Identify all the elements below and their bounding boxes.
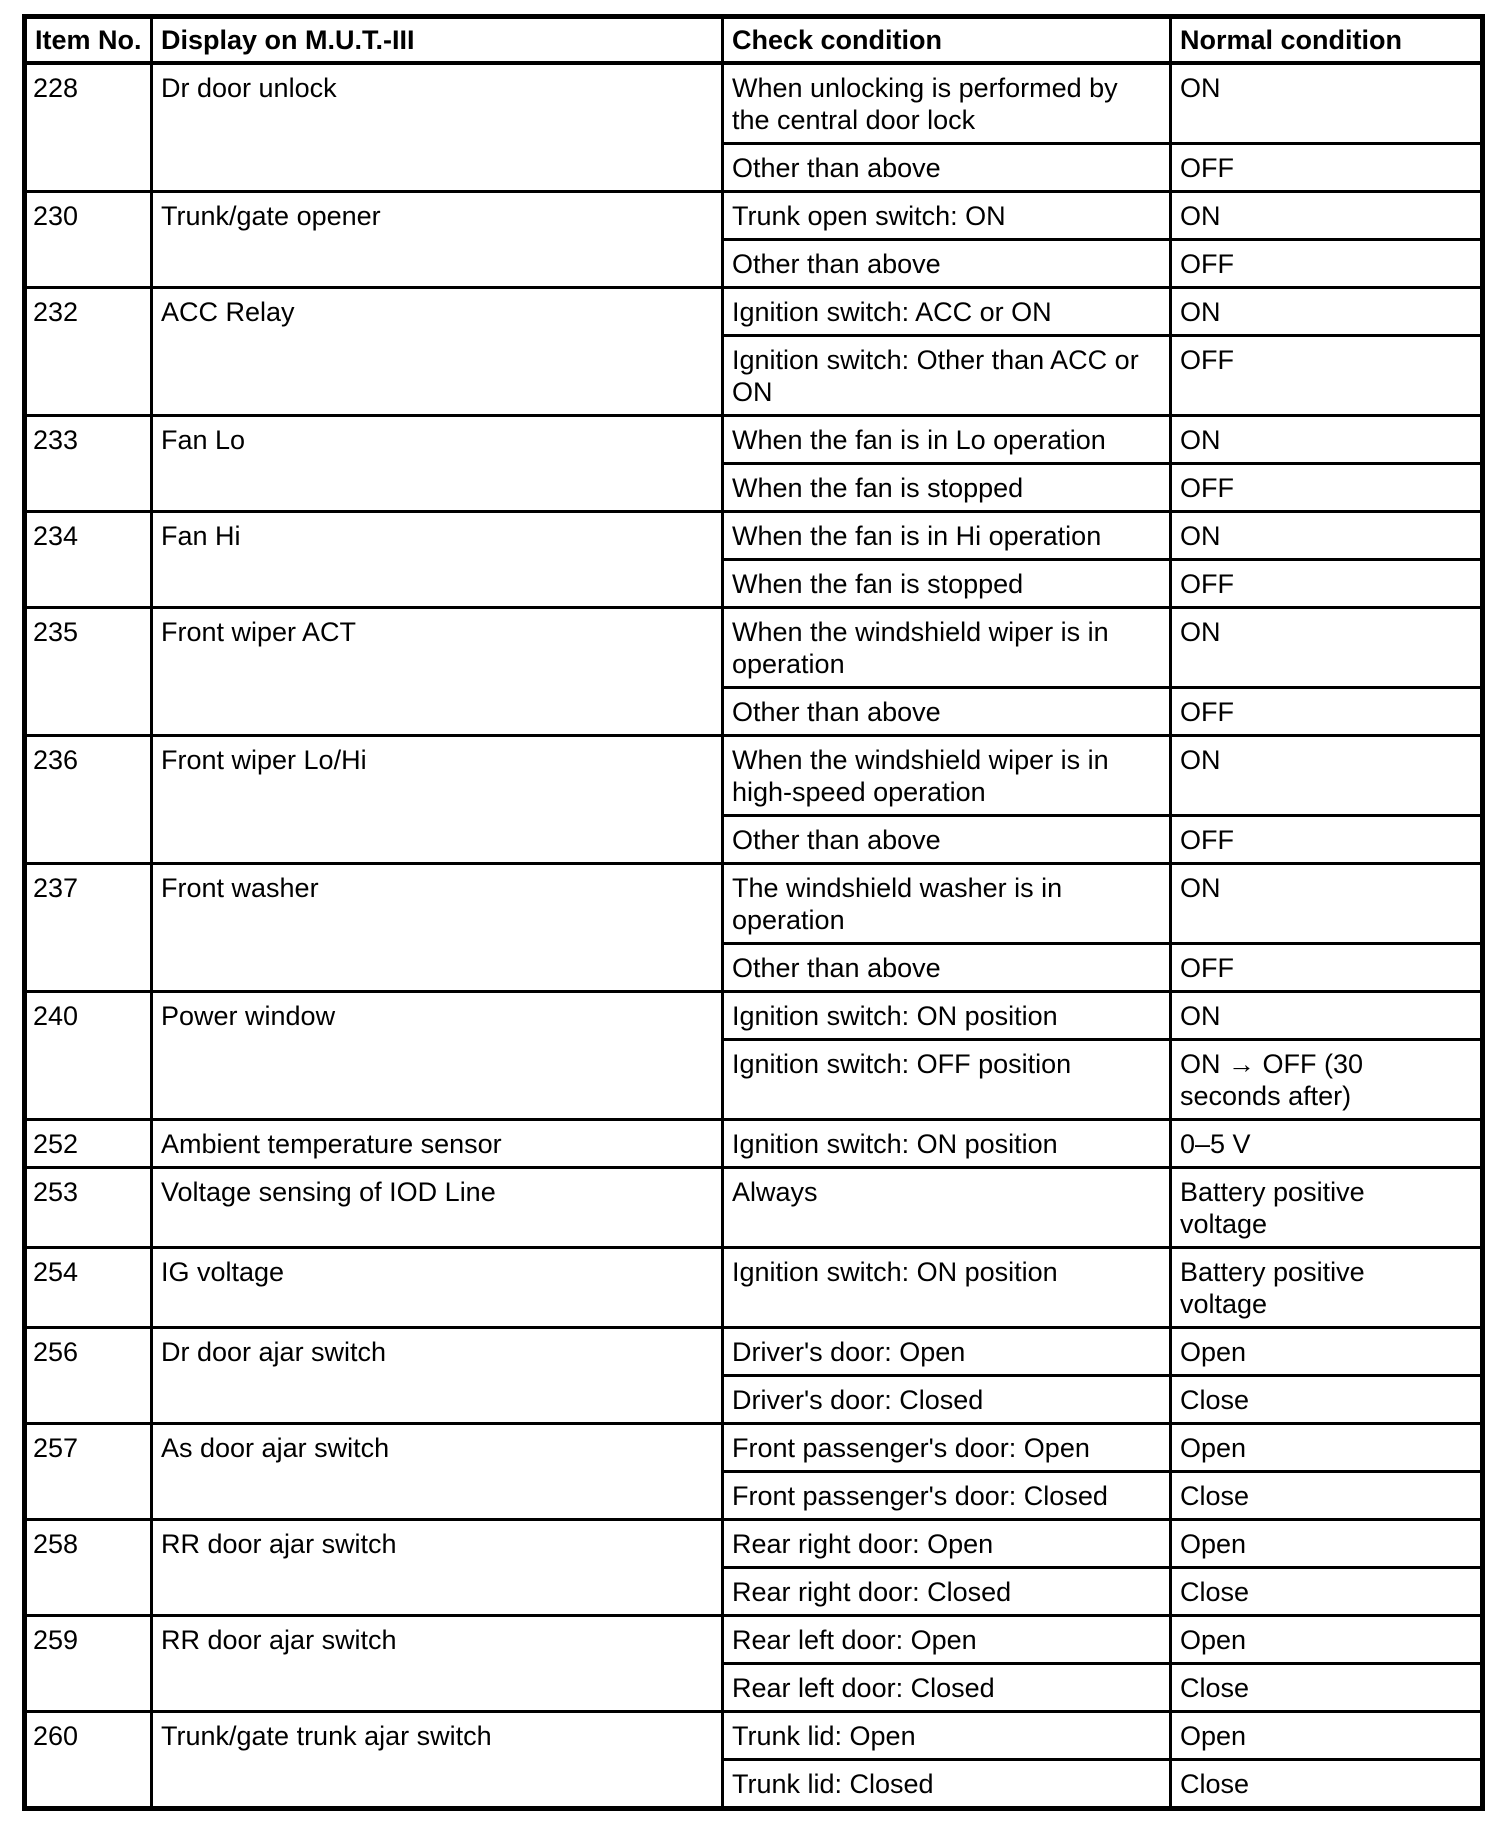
normal-condition-cell: Close <box>1171 1472 1483 1520</box>
check-condition-cell: Rear left door: Open <box>723 1616 1171 1664</box>
diagnostic-data-table <box>22 14 1485 1811</box>
check-condition-cell: Rear left door: Closed <box>723 1664 1171 1712</box>
item-no-cell: 235 <box>25 608 152 736</box>
check-condition-cell: Ignition switch: OFF position <box>723 1040 1171 1120</box>
check-condition-cell: When the fan is in Hi operation <box>723 512 1171 560</box>
check-condition-cell: Trunk open switch: ON <box>723 192 1171 240</box>
display-cell: IG voltage <box>152 1248 723 1328</box>
item-no-cell: 228 <box>25 63 152 192</box>
check-condition-cell: Front passenger's door: Closed <box>723 1472 1171 1520</box>
normal-condition-cell: Open <box>1171 1520 1483 1568</box>
display-cell: Dr door ajar switch <box>152 1328 723 1424</box>
normal-condition-cell: ON <box>1171 512 1483 560</box>
check-condition-cell: Other than above <box>723 240 1171 288</box>
table-row <box>25 1424 1483 1472</box>
normal-condition-cell: Open <box>1171 1616 1483 1664</box>
normal-condition-cell: OFF <box>1171 464 1483 512</box>
check-condition-cell: Rear right door: Closed <box>723 1568 1171 1616</box>
table-row <box>25 416 1483 464</box>
table-row <box>25 1616 1483 1664</box>
table-row <box>25 992 1483 1040</box>
normal-condition-cell: OFF <box>1171 560 1483 608</box>
display-cell: Trunk/gate trunk ajar switch <box>152 1712 723 1809</box>
display-cell: Front wiper Lo/Hi <box>152 736 723 864</box>
normal-condition-cell: Close <box>1171 1568 1483 1616</box>
check-condition-cell: Other than above <box>723 944 1171 992</box>
table-row <box>25 192 1483 240</box>
check-condition-cell: When the windshield wiper is in operation <box>723 608 1171 688</box>
check-condition-cell: Always <box>723 1168 1171 1248</box>
check-condition-cell: Other than above <box>723 816 1171 864</box>
normal-condition-cell: ON <box>1171 288 1483 336</box>
check-condition-cell: Front passenger's door: Open <box>723 1424 1171 1472</box>
display-cell: RR door ajar switch <box>152 1616 723 1712</box>
normal-condition-cell: 0–5 V <box>1171 1120 1483 1168</box>
display-cell: Trunk/gate opener <box>152 192 723 288</box>
check-condition-cell: Trunk lid: Closed <box>723 1760 1171 1809</box>
header-row <box>25 17 1483 64</box>
table-row <box>25 1168 1483 1248</box>
normal-condition-cell: Close <box>1171 1376 1483 1424</box>
normal-condition-cell: ON <box>1171 63 1483 144</box>
item-no-cell: 253 <box>25 1168 152 1248</box>
item-no-cell: 234 <box>25 512 152 608</box>
check-condition-cell: The windshield washer is in operation <box>723 864 1171 944</box>
check-condition-cell: When unlocking is performed by the central door lock <box>723 63 1171 144</box>
display-cell: ACC Relay <box>152 288 723 416</box>
check-condition-cell: Ignition switch: ON position <box>723 1120 1171 1168</box>
normal-condition-cell: OFF <box>1171 144 1483 192</box>
table-row <box>25 63 1483 144</box>
normal-condition-cell: ON <box>1171 992 1483 1040</box>
normal-condition-cell: Open <box>1171 1712 1483 1760</box>
check-condition-cell: Other than above <box>723 688 1171 736</box>
check-condition-cell: Other than above <box>723 144 1171 192</box>
check-condition-cell: Driver's door: Closed <box>723 1376 1171 1424</box>
table-row <box>25 1248 1483 1328</box>
item-no-cell: 258 <box>25 1520 152 1616</box>
normal-condition-cell: Battery positive voltage <box>1171 1168 1483 1248</box>
normal-condition-cell: OFF <box>1171 688 1483 736</box>
check-condition-cell: When the fan is in Lo operation <box>723 416 1171 464</box>
item-no-cell: 232 <box>25 288 152 416</box>
normal-condition-cell: OFF <box>1171 816 1483 864</box>
normal-condition-cell: OFF <box>1171 240 1483 288</box>
display-cell: Voltage sensing of IOD Line <box>152 1168 723 1248</box>
col-header-normal-condition: Normal condition <box>1171 17 1483 64</box>
display-cell: Power window <box>152 992 723 1120</box>
table-row <box>25 512 1483 560</box>
item-no-cell: 233 <box>25 416 152 512</box>
normal-condition-cell: OFF <box>1171 336 1483 416</box>
display-cell: RR door ajar switch <box>152 1520 723 1616</box>
display-cell: As door ajar switch <box>152 1424 723 1520</box>
table-row <box>25 1712 1483 1760</box>
display-cell: Front washer <box>152 864 723 992</box>
item-no-cell: 256 <box>25 1328 152 1424</box>
check-condition-cell: Ignition switch: ACC or ON <box>723 288 1171 336</box>
display-cell: Fan Lo <box>152 416 723 512</box>
table-header <box>25 17 1483 64</box>
table-body <box>25 63 1483 1809</box>
normal-condition-cell: Open <box>1171 1424 1483 1472</box>
table-row <box>25 1328 1483 1376</box>
check-condition-cell: When the windshield wiper is in high-speed operation <box>723 736 1171 816</box>
check-condition-cell: Driver's door: Open <box>723 1328 1171 1376</box>
normal-condition-cell: ON <box>1171 608 1483 688</box>
normal-condition-cell: ON <box>1171 736 1483 816</box>
table-row <box>25 736 1483 816</box>
display-cell: Fan Hi <box>152 512 723 608</box>
item-no-cell: 252 <box>25 1120 152 1168</box>
normal-condition-cell: OFF <box>1171 944 1483 992</box>
check-condition-cell: Ignition switch: Other than ACC or ON <box>723 336 1171 416</box>
col-header-check-condition: Check condition <box>723 17 1171 64</box>
check-condition-cell: When the fan is stopped <box>723 560 1171 608</box>
normal-condition-cell: Close <box>1171 1760 1483 1809</box>
table-row <box>25 1120 1483 1168</box>
check-condition-cell: When the fan is stopped <box>723 464 1171 512</box>
col-header-display: Display on M.U.T.-III <box>152 17 723 64</box>
item-no-cell: 260 <box>25 1712 152 1809</box>
normal-condition-cell: Battery positive voltage <box>1171 1248 1483 1328</box>
check-condition-cell: Ignition switch: ON position <box>723 1248 1171 1328</box>
item-no-cell: 259 <box>25 1616 152 1712</box>
table-row <box>25 1520 1483 1568</box>
item-no-cell: 257 <box>25 1424 152 1520</box>
item-no-cell: 240 <box>25 992 152 1120</box>
item-no-cell: 237 <box>25 864 152 992</box>
normal-condition-cell: ON <box>1171 416 1483 464</box>
normal-condition-cell: ON <box>1171 864 1483 944</box>
normal-condition-cell: ON <box>1171 192 1483 240</box>
table-row <box>25 864 1483 944</box>
item-no-cell: 236 <box>25 736 152 864</box>
item-no-cell: 254 <box>25 1248 152 1328</box>
normal-condition-cell: Close <box>1171 1664 1483 1712</box>
display-cell: Front wiper ACT <box>152 608 723 736</box>
display-cell: Dr door unlock <box>152 63 723 192</box>
table-row <box>25 288 1483 336</box>
col-header-item-no: Item No. <box>25 17 152 64</box>
normal-condition-cell: ON → OFF (30 seconds after) <box>1171 1040 1483 1120</box>
item-no-cell: 230 <box>25 192 152 288</box>
check-condition-cell: Rear right door: Open <box>723 1520 1171 1568</box>
table-row <box>25 608 1483 688</box>
check-condition-cell: Ignition switch: ON position <box>723 992 1171 1040</box>
display-cell: Ambient temperature sensor <box>152 1120 723 1168</box>
normal-condition-cell: Open <box>1171 1328 1483 1376</box>
check-condition-cell: Trunk lid: Open <box>723 1712 1171 1760</box>
